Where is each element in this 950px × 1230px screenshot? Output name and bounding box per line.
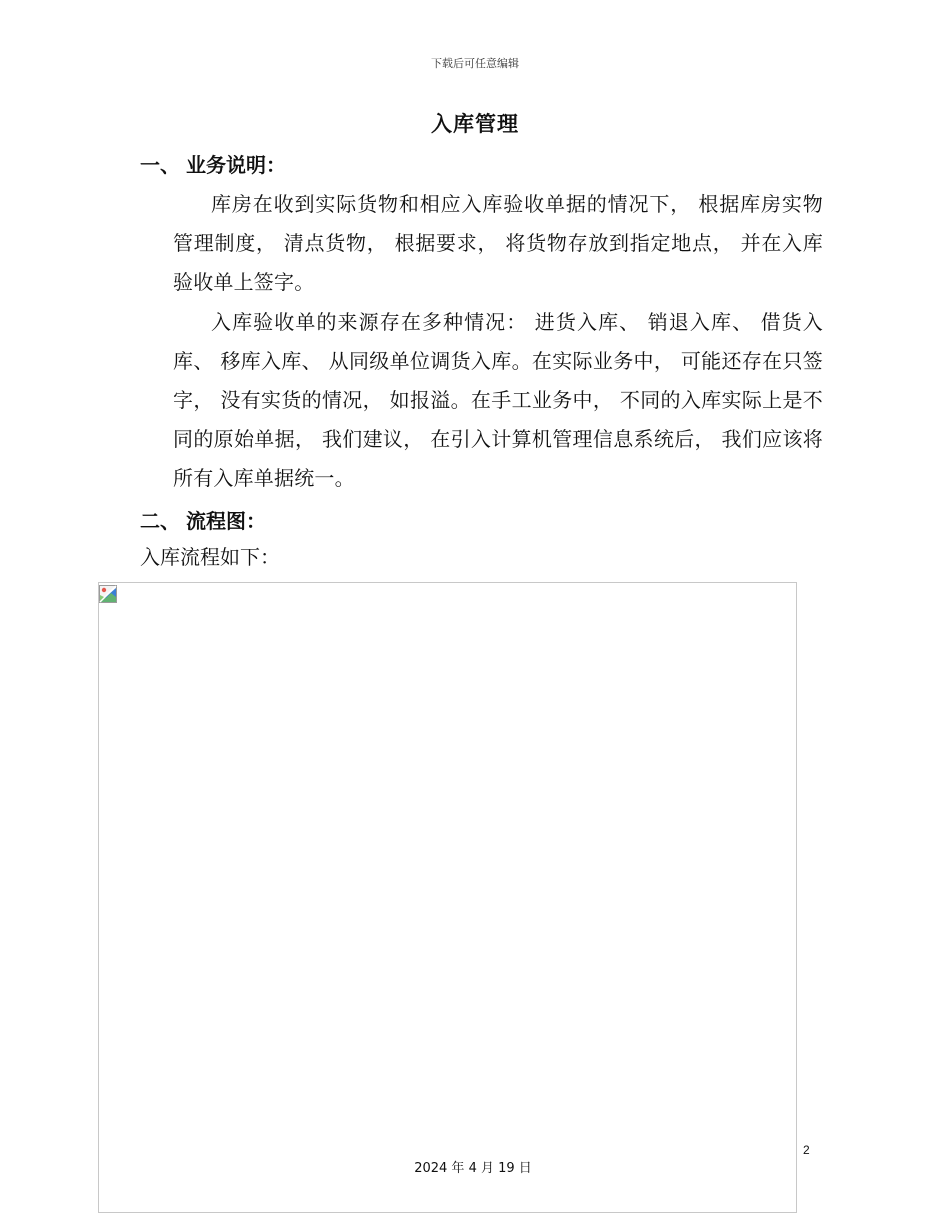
section-heading-flowchart <box>140 505 266 534</box>
flowchart-intro: 入库流程如下： <box>140 545 280 569</box>
section-heading-text: 流程图： <box>186 509 266 533</box>
section-heading-text: 业务说明： <box>186 153 286 177</box>
footer-date: 2024 年 4 月 19 日 <box>414 1161 532 1176</box>
section-number: 一、 <box>140 153 180 177</box>
page-number: 2 <box>803 1143 810 1157</box>
section-heading-business <box>140 149 286 178</box>
document-title: 入库管理 <box>431 112 519 136</box>
flowchart-image-placeholder <box>98 582 797 1213</box>
header-note: 下载后可任意编辑 <box>431 57 519 70</box>
paragraph: 库房在收到实际货物和相应入库验收单据的情况下， 根据库房实物管理制度， 清点货物， 根据要求， 将货物存放到指定地点， 并在入库验收单上签字。 <box>173 192 823 294</box>
broken-image-icon <box>99 585 117 603</box>
paragraph: 入库验收单的来源存在多种情况： 进货入库、 销退入库、 借货入库、 移库入库、 从同级单位调货入库。在实际业务中， 可能还存在只签字， 没有实货的情况， 如报溢。在手工业务中， 不同的入库实际上是不同的原始单据， 我们建议， 在引入计算机管理信息系统后， 我们应该将所有入库单据统一。 <box>173 310 823 490</box>
section-number: 二、 <box>140 509 180 533</box>
